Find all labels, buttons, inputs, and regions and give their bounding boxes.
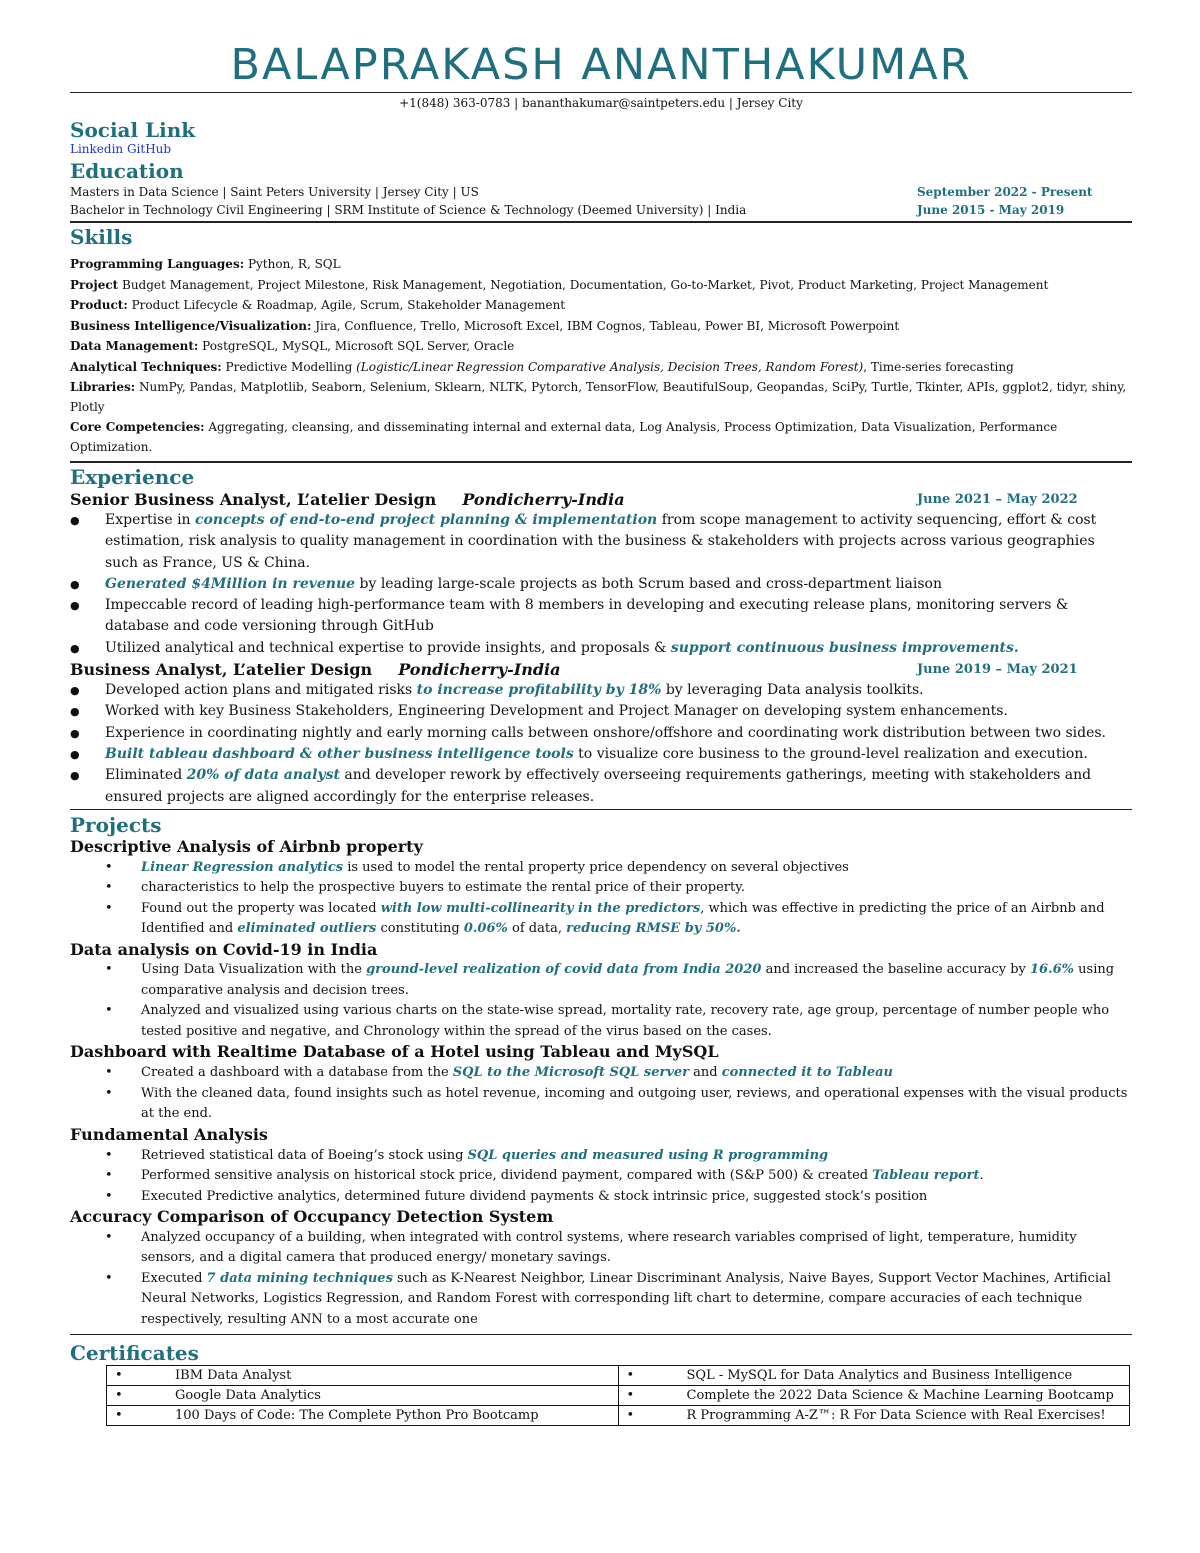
bullet-text: Eliminated: [105, 767, 187, 784]
social-heading: Social Link: [70, 118, 196, 142]
bullet-highlight: Built tableau dashboard & other business intelligence tools: [105, 745, 574, 762]
bullet-highlight: ground-level realization of covid data from India 2020: [366, 962, 762, 978]
bullet-icon: •: [115, 1408, 123, 1424]
skill-value: PostgreSQL, MySQL, Microsoft SQL Server, Oracle: [198, 339, 515, 353]
project-title: Data analysis on Covid-19 in India: [70, 939, 378, 959]
bullet-highlight: support continuous business improvements.: [670, 639, 1019, 656]
bullet-text: Analyzed and visualized using various charts on the state-wise spread, mortality rate, recovery rate, age group, percentage of number people who tested positive and negative, and Chronology within the spread of the virus based on the cases.: [141, 1003, 1110, 1039]
job-bullet: [70, 723, 1132, 744]
education-text: Bachelor in Technology Civil Engineering | SRM Institute of Science & Technology (Deemed University) | India: [70, 203, 747, 217]
bullet-text: Executed Predictive analytics, determined future dividend payments & stock intrinsic price, suggested stock’s position: [141, 1188, 928, 1204]
project-title: Fundamental Analysis: [70, 1124, 268, 1144]
bullet-text: and: [689, 1065, 722, 1081]
skill-line: [70, 377, 1132, 417]
job-bullet: [70, 680, 1132, 701]
certificate-name: Google Data Analytics: [175, 1388, 321, 1404]
project-bullet: [70, 1166, 1132, 1187]
skill-label: Programming Languages:: [70, 257, 245, 271]
skill-line: [70, 357, 1132, 378]
project-title: Accuracy Comparison of Occupancy Detection System: [70, 1207, 554, 1227]
bullet-text: using comparative analysis and decision trees.: [141, 962, 1115, 998]
project-bullet: [70, 1001, 1132, 1042]
education-list: [70, 183, 1132, 219]
bullet-highlight: concepts of end-to-end project planning & implementation: [195, 512, 658, 528]
job-bullet: [70, 574, 1132, 595]
skill-label: Project: [70, 277, 119, 292]
experience-heading: Experience: [70, 465, 195, 489]
bullet-text: Expertise in: [105, 512, 196, 528]
job-bullet: [70, 595, 1132, 638]
skill-line: [70, 254, 1132, 275]
skill-label: Business Intelligence/Visualization:: [70, 318, 312, 333]
certificate-name: IBM Data Analyst: [175, 1368, 292, 1384]
certificate-row: [107, 1406, 1130, 1426]
certificate-cell: [107, 1366, 619, 1386]
bullet-highlight: eliminated outliers: [237, 921, 377, 937]
education-row: [70, 183, 1132, 201]
project-bullet: [70, 858, 1132, 879]
bullet-text: With the cleaned data, found insights such as hotel revenue, incoming and outgoing user, reviews, and operational expenses with the visual products at the end.: [141, 1085, 1128, 1122]
bullet-text: Impeccable record of leading high-performance team with 8 members in developing and executing release plans, monitoring servers & database and code versioning through GitHub: [105, 597, 1069, 635]
bullet-text: Analyzed occupancy of a building, when integrated with control systems, where research variables comprised of light, temperature, humidity sensors, and a digital camera that produced energy/ monetary savings.: [141, 1229, 1077, 1266]
project-bullets: [70, 1063, 1132, 1125]
certificate-name: R Programming A-Z™: R For Data Science with Real Exercises!: [686, 1408, 1106, 1424]
skill-value: Aggregating, cleansing, and disseminating internal and external data, Log Analysis, Process Optimization, Data Visualization, Performance Optimization.: [70, 420, 1058, 454]
bullet-text: constituting: [376, 921, 464, 937]
job-date: June 2021 – May 2022: [917, 492, 1078, 507]
project-bullets: [70, 1146, 1132, 1208]
certificate-name: SQL - MySQL for Data Analytics and Business Intelligence: [686, 1368, 1073, 1384]
project-bullet: [70, 1063, 1132, 1084]
job-location: Pondicherry-India: [462, 490, 625, 509]
job-bullet: [70, 510, 1132, 574]
resume-page: [70, 38, 1132, 1426]
bullet-text: Executed: [141, 1270, 207, 1286]
bullet-text: by leveraging Data analysis toolkits.: [661, 682, 924, 699]
bullet-text: and developer rework by effectively overseeing requirements gatherings, meeting with stakeholders and ensured projects are aligned accordingly for the enterprise releases.: [105, 767, 1092, 805]
project-bullets: [70, 1228, 1132, 1331]
bullet-highlight: SQL queries and measured using R programming: [467, 1147, 829, 1163]
candidate-name: BALAPRAKASH ANANTHAKUMAR: [230, 40, 972, 90]
bullet-text: Found out the property was located: [141, 900, 381, 916]
education-divider: [70, 221, 1132, 223]
bullet-icon: •: [115, 1368, 123, 1384]
job-title: Business Analyst, L’atelier Design: [70, 660, 373, 680]
skill-label: Analytical Techniques:: [70, 359, 222, 374]
certificate-cell: [107, 1386, 619, 1406]
skill-label: Libraries:: [70, 380, 136, 394]
bullet-icon: •: [626, 1368, 635, 1384]
project-bullet: [70, 1146, 1132, 1167]
bullet-text: characteristics to help the prospective buyers to estimate the rental price of their property.: [141, 880, 745, 896]
job-bullet: [70, 765, 1132, 808]
skills-list: [70, 254, 1132, 457]
projects-list: [70, 837, 1132, 1330]
bullet-text: such as K-Nearest Neighbor, Linear Discriminant Analysis, Naive Bayes, Support Vector Machines, Artificial Neural Networks, Logistics Regression, and Random Forest with corresponding lift chart to determine, compare accuracies of each technique respectively, resulting ANN to a most accurate one: [141, 1270, 1111, 1327]
job-date: June 2019 – May 2021: [917, 662, 1078, 678]
job-bullets: [70, 680, 1132, 808]
skill-value: Jira, Confluence, Trello, Microsoft Excel, IBM Cognos, Tableau, Power BI, Microsoft Powerpoint: [311, 318, 900, 333]
bullet-highlight: 20% of data analyst: [186, 767, 340, 784]
skill-value: Budget Management, Project Milestone, Risk Management, Negotiation, Documentation, Go-to-Market, Pivot, Product Marketing, Project Management: [118, 277, 1049, 292]
certificate-name: 100 Days of Code: The Complete Python Pro Bootcamp: [175, 1408, 539, 1424]
job-bullets: [70, 510, 1132, 659]
bullet-text: and increased the baseline accuracy by: [761, 962, 1031, 978]
bullet-text: , which was effective in predicting the price of an Airbnb and Identified and: [141, 900, 1105, 937]
bullet-highlight: Generated $4Million in revenue: [105, 575, 356, 592]
certificate-cell: [618, 1386, 1130, 1406]
contact-line: +1(848) 363-0783 | bananthakumar@saintpeters.edu | Jersey City: [399, 96, 803, 110]
experience-divider: [70, 809, 1132, 810]
bullet-text: Worked with key Business Stakeholders, Engineering Development and Project Manager on developing system enhancements.: [105, 703, 1008, 720]
bullet-highlight: 16.6%: [1030, 962, 1075, 978]
bullet-highlight: Tableau report: [872, 1168, 980, 1184]
header-divider: [70, 92, 1132, 93]
certificate-cell: [618, 1366, 1130, 1386]
certificate-row: [107, 1386, 1130, 1406]
bullet-text: .: [979, 1168, 984, 1184]
skill-line: [70, 417, 1132, 457]
skill-value: Product Lifecycle & Roadmap, Agile, Scrum, Stakeholder Management: [127, 298, 566, 312]
bullet-text: Utilized analytical and technical expertise to provide insights, and proposals &: [105, 639, 671, 656]
education-heading: Education: [70, 159, 184, 183]
project-bullet: [70, 878, 1132, 899]
bullet-highlight: 7 data mining techniques: [206, 1270, 393, 1286]
project-bullets: [70, 858, 1132, 940]
education-row: [70, 201, 1132, 219]
bullet-highlight: to increase profitability by 18%: [416, 682, 662, 699]
project-title: Dashboard with Realtime Database of a Hotel using Tableau and MySQL: [70, 1042, 719, 1062]
experience-list: [70, 489, 1132, 808]
bullet-text: of data,: [507, 921, 567, 937]
bullet-highlight: with low multi-collinearity in the predictors: [380, 900, 701, 916]
education-date: June 2015 - May 2019: [917, 203, 1065, 217]
bullet-text: is used to model the rental property price dependency on several objectives: [343, 859, 849, 875]
education-date: September 2022 - Present: [917, 185, 1093, 199]
bullet-text: Created a dashboard with a database from the: [141, 1065, 453, 1081]
bullet-highlight: 0.06%: [463, 921, 508, 937]
certificate-cell: [107, 1406, 619, 1426]
bullet-icon: •: [626, 1388, 635, 1404]
skills-divider: [70, 461, 1132, 463]
bullet-text: from scope management to activity sequencing, effort & cost estimation, risk analysis to quality management in coordination with the business & stakeholders with projects across various geographies such as France, US & China.: [105, 512, 1097, 571]
job-header: [70, 489, 1132, 510]
bullet-highlight: Linear Regression analytics: [141, 859, 344, 875]
skills-heading: Skills: [70, 225, 133, 249]
bullet-text: Using Data Visualization with the: [141, 962, 367, 978]
bullet-text: by leading large-scale projects as both Scrum based and cross-department liaison: [355, 575, 942, 592]
bullet-icon: •: [115, 1388, 123, 1404]
projects-heading: Projects: [70, 812, 162, 837]
project-bullet: [70, 1187, 1132, 1208]
skill-value: Predictive Modelling: [221, 359, 357, 374]
skill-label: Product:: [70, 298, 128, 312]
projects-divider: [70, 1334, 1132, 1335]
skill-value: Python, R, SQL: [244, 257, 341, 271]
bullet-text: Developed action plans and mitigated risks: [105, 682, 417, 699]
education-text: Masters in Data Science | Saint Peters University | Jersey City | US: [70, 185, 479, 199]
skill-label: Data Management:: [70, 339, 199, 353]
job-header: [70, 659, 1132, 680]
skill-value-italic: (Logistic/Linear Regression Comparative Analysis, Decision Trees, Random Forest): [356, 359, 864, 374]
project-title: Descriptive Analysis of Airbnb property: [70, 836, 423, 856]
bullet-highlight: SQL to the Microsoft SQL server: [452, 1065, 689, 1081]
skill-line: [70, 295, 1132, 316]
certificates-heading: Certificates: [70, 1341, 199, 1366]
skill-line: [70, 275, 1132, 296]
skill-label: Core Competencies:: [70, 420, 205, 434]
project-bullet: [70, 1084, 1132, 1125]
job-title: Senior Business Analyst, L’atelier Design: [70, 490, 437, 509]
skill-value: NumPy, Pandas, Matplotlib, Seaborn, Selenium, Sklearn, NLTK, Pytorch, TensorFlow, BeautifulSoup, Geopandas, SciPy, Turtle, Tkinter, APIs, ggplot2, tidyr, shiny, Plotly: [70, 380, 1127, 414]
project-bullets: [70, 960, 1132, 1042]
certificate-row: [107, 1366, 1130, 1386]
project-bullet: [70, 1228, 1132, 1269]
bullet-highlight: connected it to Tableau: [721, 1065, 893, 1081]
bullet-text: Performed sensitive analysis on historical stock price, dividend payment, compared with (S&P 500) & created: [141, 1168, 873, 1184]
job-location: Pondicherry-India: [398, 660, 561, 680]
bullet-highlight: reducing RMSE by 50%.: [566, 921, 741, 937]
skill-value-tail: , Time-series forecasting: [863, 359, 1014, 374]
project-bullet: [70, 899, 1132, 940]
certificates-table: [106, 1365, 1130, 1426]
job-bullet: [70, 701, 1132, 722]
project-bullet: [70, 960, 1132, 1001]
skill-line: [70, 316, 1132, 337]
job-bullet: [70, 744, 1132, 765]
project-bullet: [70, 1269, 1132, 1331]
bullet-text: Retrieved statistical data of Boeing’s stock using: [141, 1147, 468, 1163]
job-bullet: [70, 638, 1132, 659]
certificate-cell: [618, 1406, 1130, 1426]
skill-line: [70, 336, 1132, 357]
social-links[interactable]: Linkedin GitHub: [70, 142, 172, 156]
certificate-name: Complete the 2022 Data Science & Machine Learning Bootcamp: [686, 1388, 1114, 1404]
bullet-text: to visualize core business to the ground-level realization and execution.: [573, 745, 1088, 762]
bullet-text: Experience in coordinating nightly and early morning calls between onshore/offshore and coordinating work distribution between two sides.: [105, 724, 1107, 741]
bullet-icon: •: [626, 1408, 635, 1424]
